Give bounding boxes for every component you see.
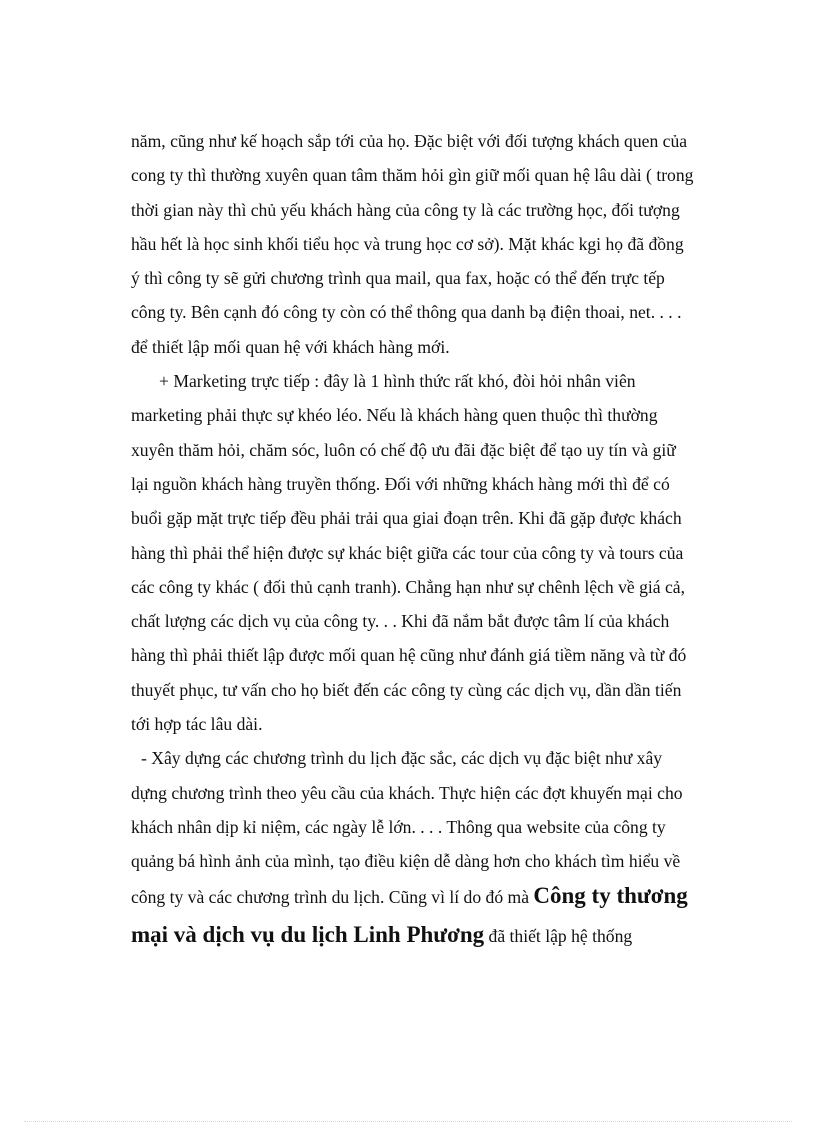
text-line: marketing phải thực sự khéo léo. Nếu là khách hàng quen thuộc thì thường <box>131 405 658 426</box>
text-line: buổi gặp mặt trực tiếp đều phải trải qua giai đoạn trên. Khi đã gặp được khách <box>131 508 682 529</box>
text-line: chất lượng các dịch vụ của công ty. . . Khi đã nắm bắt được tâm lí của khách <box>131 611 670 632</box>
paragraph-lead-line: + Marketing trực tiếp : đây là 1 hình thức rất khó, đòi hỏi nhân viên <box>159 371 636 392</box>
text-line <box>131 879 731 913</box>
text-line: để thiết lập mối quan hệ với khách hàng mới. <box>131 336 450 357</box>
text-line: các công ty khác ( đối thủ cạnh tranh). Chẳng hạn như sự chênh lệch về giá cả, <box>131 576 686 597</box>
text-line: hàng thì phải thiết lập được mối quan hệ cũng như đánh giá tiềm năng và từ đó <box>131 645 687 666</box>
text-line: ý thì công ty sẽ gửi chương trình qua mail, qua fax, hoặc có thể đến trực tếp <box>131 268 665 289</box>
document-body <box>131 124 731 957</box>
text-line: công ty. Bên cạnh đó công ty còn có thể thông qua danh bạ điện thoai, net. . . . <box>131 302 682 323</box>
text-line: thuyết phục, tư vấn cho họ biết đến các công ty cùng các dịch vụ, dần dần tiến <box>131 679 682 700</box>
text-line: dựng chương trình theo yêu cầu của khách. Thực hiện các đợt khuyến mại cho <box>131 782 683 803</box>
text-run: đã thiết lập hệ thống <box>484 925 633 946</box>
text-line: hầu hết là học sinh khối tiểu học và trung học cơ sở). Mặt khác kgi họ đã đồng <box>131 233 684 254</box>
text-line <box>131 913 731 957</box>
company-name-part1: Công ty thương <box>533 882 688 908</box>
text-line: quảng bá hình ảnh của mình, tạo điều kiện dễ dàng hơn cho khách tìm hiểu về <box>131 851 681 872</box>
text-line: cong ty thì thường xuyên quan tâm thăm hỏi gìn giữ mối quan hệ lâu dài ( trong <box>131 165 694 186</box>
text-line: lại nguồn khách hàng truyền thống. Đối với những khách hàng mới thì để có <box>131 473 670 494</box>
text-run: công ty và các chương trình du lịch. Cũng vì lí do đó mà <box>131 886 534 907</box>
text-line: thời gian này thì chủ yếu khách hàng của công ty là các trường học, đối tượng <box>131 199 680 220</box>
company-name-part2: mại và dịch vụ du lịch Linh Phương <box>131 921 485 947</box>
text-line: xuyên thăm hỏi, chăm sóc, luôn có chế độ ưu đãi đặc biệt để tạo uy tín và giữ <box>131 439 676 460</box>
page-bottom-divider <box>24 1121 792 1122</box>
text-line: hàng thì phải thể hiện được sự khác biệt giữa các tour của công ty và tours của <box>131 542 684 563</box>
text-line: tới hợp tác lâu dài. <box>131 714 263 735</box>
paragraph-lead-line: - Xây dựng các chương trình du lịch đặc sắc, các dịch vụ đặc biệt như xây <box>141 748 663 769</box>
text-line: khách nhân dịp kỉ niệm, các ngày lễ lớn. . . . Thông qua website của công ty <box>131 816 666 837</box>
text-line: năm, cũng như kế hoạch sắp tới của họ. Đặc biệt với đối tượng khách quen của <box>131 131 688 151</box>
